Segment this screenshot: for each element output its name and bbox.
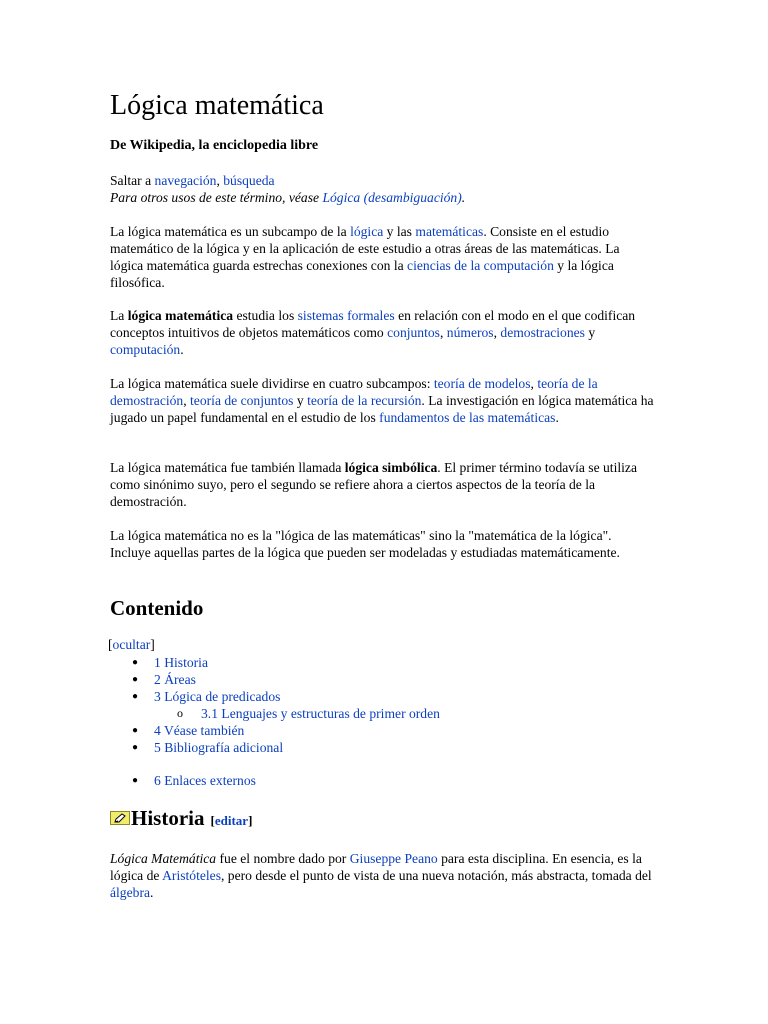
toc-item-lenguajes: [110, 705, 610, 722]
toc-list-extra: [110, 772, 610, 789]
paragraph-simbolica: La lógica matemática fue también llamada lógica simbólica. El primer término todavía se utiliza como sinónimo suyo, pero el segundo se refiere ahora a ciertos aspectos de la teoría de la demostración.: [110, 460, 637, 509]
link-logica[interactable]: lógica: [350, 224, 384, 239]
bullet-icon: ●: [132, 657, 139, 668]
toc-item-enlaces: [110, 772, 610, 789]
toc-link-lenguajes[interactable]: 3.1 Lenguajes y estructuras de primer orden: [201, 706, 440, 721]
toc-item-bibliografia: [110, 739, 610, 756]
bullet-icon: ●: [132, 691, 139, 702]
pencil-icon-glyph: [114, 813, 127, 824]
link-giuseppe-peano[interactable]: Giuseppe Peano: [349, 851, 438, 866]
link-aristoteles[interactable]: Aristóteles: [162, 868, 221, 883]
link-conjuntos[interactable]: conjuntos: [387, 325, 440, 340]
jump-line: Saltar a navegación, búsqueda: [110, 173, 275, 188]
link-algebra[interactable]: álgebra: [110, 885, 150, 900]
paragraph-historia: Lógica Matemática fue el nombre dado por Giuseppe Peano para esta disciplina. En esencia, es la lógica de Aristóteles, pero desde el punto de vista de una nueva notación, más abstracta, tomada del álgebra.: [110, 851, 652, 900]
toc-list: [110, 654, 610, 756]
edit-link[interactable]: editar: [214, 812, 249, 828]
toc-link-bibliografia[interactable]: 5 Bibliografía adicional: [154, 740, 284, 755]
toc-link-enlaces[interactable]: 6 Enlaces externos: [154, 773, 256, 788]
toc-item-areas: [110, 671, 610, 688]
toc-item-predicados: [110, 688, 610, 705]
bullet-icon: ●: [132, 775, 139, 786]
paragraph-sistemas: La lógica matemática estudia los sistemas formales en relación con el modo en el que codifican conceptos intuitivos de objetos matemáticos como conjuntos, números, demostraciones y computación.: [110, 308, 636, 357]
toc-link-vease[interactable]: 4 Véase también: [154, 723, 245, 738]
pencil-icon[interactable]: [110, 811, 130, 825]
link-teoria-demostracion[interactable]: teoría de la demostración: [110, 376, 598, 408]
link-demostraciones[interactable]: demostraciones: [500, 325, 585, 340]
toc-heading: Contenido: [110, 596, 204, 620]
bullet-icon: ●: [132, 742, 139, 753]
link-computacion[interactable]: computación: [110, 342, 181, 357]
toc-link-predicados[interactable]: 3 Lógica de predicados: [154, 689, 281, 704]
link-teoria-conjuntos[interactable]: teoría de conjuntos: [190, 393, 294, 408]
link-numeros[interactable]: números: [446, 325, 494, 340]
section-historia-heading: [110, 806, 252, 830]
jump-search-link[interactable]: búsqueda: [223, 173, 275, 188]
bullet-icon: ●: [132, 725, 139, 736]
jump-links: [110, 172, 655, 206]
jump-navigation-link[interactable]: navegación: [154, 173, 217, 188]
section-historia-title: Historia: [131, 806, 205, 830]
toc-toggle: [ocultar]: [108, 637, 155, 652]
link-teoria-modelos[interactable]: teoría de modelos: [433, 376, 531, 391]
sub-bullet-icon: o: [177, 706, 183, 720]
toc-hide-link[interactable]: ocultar: [112, 637, 151, 652]
toc-item-historia: [110, 654, 610, 671]
link-matematicas[interactable]: matemáticas: [415, 224, 484, 239]
page-title: Lógica matemática: [110, 90, 324, 121]
toc-link-historia[interactable]: 1 Historia: [154, 655, 208, 670]
paragraph-subcampos: La lógica matemática suele dividirse en cuatro subcampos: teoría de modelos, teoría de la demostración, teoría de conjuntos y teoría de la recursión. La investigación en lógica matemática ha jugado un papel fundamental en el estudio de los fundamentos de las matemáticas.: [110, 376, 654, 425]
paragraph-intro: La lógica matemática es un subcampo de la lógica y las matemáticas. Consiste en el estudio matemático de la lógica y en la aplicación de este estudio a otras áreas de las matemáticas. La lógica matemática guarda estrechas conexiones con la ciencias de la computación y la lógica filosófica.: [110, 224, 620, 290]
link-ciencias-computacion[interactable]: ciencias de la computación: [407, 258, 554, 273]
link-fundamentos-matematicas[interactable]: fundamentos de las matemáticas: [379, 410, 556, 425]
link-sistemas-formales[interactable]: sistemas formales: [297, 308, 395, 323]
disambiguation-link[interactable]: Lógica (desambiguación): [322, 190, 462, 205]
toc-item-vease: [110, 722, 610, 739]
paragraph-matematica-logica: La lógica matemática no es la "lógica de las matemáticas" sino la "matemática de la lógica". Incluye aquellas partes de la lógica que pueden ser modeladas y estudiadas matemáticamente.: [110, 528, 620, 560]
edit-section: [editar]: [210, 812, 253, 828]
link-teoria-recursion[interactable]: teoría de la recursión: [307, 393, 422, 408]
toc-link-areas[interactable]: 2 Áreas: [154, 672, 196, 687]
hatnote: Para otros usos de este término, véase Lógica (desambiguación).: [110, 190, 466, 205]
site-subtitle: De Wikipedia, la enciclopedia libre: [110, 138, 319, 153]
bullet-icon: ●: [132, 674, 139, 685]
